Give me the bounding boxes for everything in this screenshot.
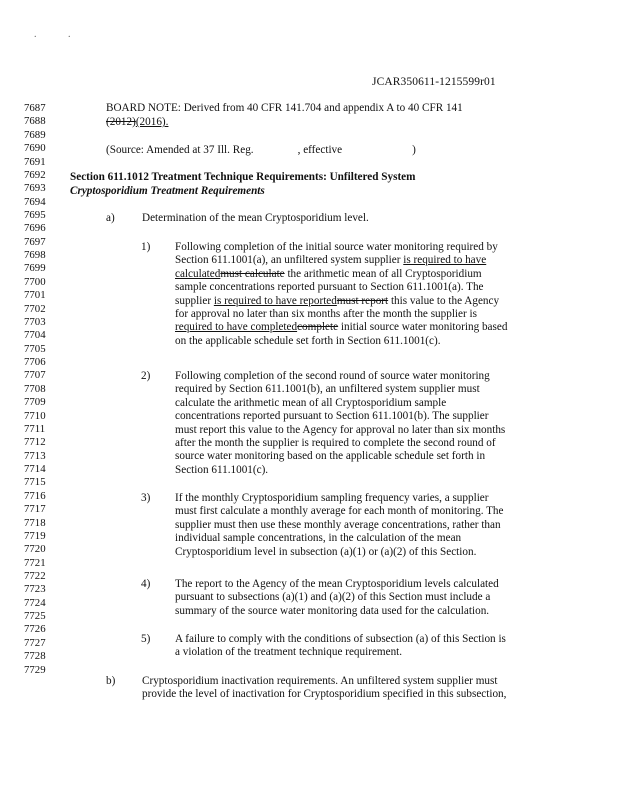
text-run: for approval no later than six months after the month the supplier is xyxy=(175,307,477,320)
item-text-line xyxy=(175,437,496,449)
item-text-line xyxy=(175,464,268,476)
item-label: 4) xyxy=(141,578,151,590)
item-text-line xyxy=(175,254,486,266)
text-run: after the month the supplier is required to complete the second round of xyxy=(175,436,496,449)
section-subtitle: Cryptosporidium Treatment Requirements xyxy=(70,185,265,197)
text-run: on the applicable schedule set forth in Section 611.1001(c). xyxy=(175,334,441,347)
line-number: 7712 xyxy=(24,436,46,449)
item-text-line xyxy=(175,532,461,544)
item-text-line xyxy=(175,492,489,504)
item-text-line xyxy=(175,370,490,382)
source-effective: , effective xyxy=(297,144,343,156)
line-number: 7687 xyxy=(24,102,46,114)
line-number: 7721 xyxy=(24,556,46,569)
text-run: pursuant to subsections (a)(1) and (a)(2) of this Section must include a xyxy=(175,591,491,604)
item-text-line xyxy=(175,308,477,320)
line-number: 7697 xyxy=(24,235,46,248)
item-text-line xyxy=(175,383,480,395)
inserted-text: (2016). xyxy=(135,116,169,128)
text-run: initial source water monitoring based xyxy=(338,321,508,334)
line-number: 7725 xyxy=(24,610,46,623)
line-number: 7690 xyxy=(24,142,46,155)
struck-text: (2012) xyxy=(106,116,136,128)
subsection-label: a) xyxy=(106,212,115,224)
text-run: supplier must then use these monthly average concentrations, rather than xyxy=(175,518,501,531)
inserted-text: calculated xyxy=(175,267,221,280)
line-number: 7705 xyxy=(24,342,46,355)
line-number: 7699 xyxy=(24,262,46,275)
item-text-line xyxy=(175,281,484,293)
subsection-b-line xyxy=(142,675,497,687)
text-run: the arithmetic mean of all Cryptosporidium xyxy=(284,267,482,280)
text-run: If the monthly Cryptosporidium sampling frequency varies, a supplier xyxy=(175,492,489,504)
text-run: A failure to comply with the conditions of subsection (a) of this Section is xyxy=(175,633,506,645)
source-note xyxy=(106,144,416,156)
item-text-line xyxy=(175,591,490,603)
text-run: must report this value to the Agency for approval no later than six months xyxy=(175,423,506,436)
text-run: supplier xyxy=(175,294,214,307)
source-close: ) xyxy=(412,144,416,156)
struck-text: complete xyxy=(297,321,339,334)
text-run: summary of the source water monitoring data used for the calculation. xyxy=(175,604,490,617)
line-number: 7702 xyxy=(24,302,46,315)
item-text-line xyxy=(175,605,489,617)
item-text-line xyxy=(175,424,505,436)
line-number: 7710 xyxy=(24,409,46,422)
text-run: Following completion of the second round of source water monitoring xyxy=(175,370,490,382)
struck-text: must report xyxy=(336,294,389,307)
struck-text: must calculate xyxy=(220,267,285,280)
item-text-line xyxy=(175,397,446,409)
subsection-b-line xyxy=(142,688,506,700)
line-number: 7723 xyxy=(24,583,46,596)
board-note-line: BOARD NOTE: Derived from 40 CFR 141.704 and appendix A to 40 CFR 141 xyxy=(106,102,463,114)
section-title: Section 611.1012 Treatment Technique Requirements: Unfiltered System xyxy=(70,171,416,183)
item-text-line xyxy=(175,646,402,658)
text-run: The report to the Agency of the mean Cryptosporidium levels calculated xyxy=(175,578,499,590)
inserted-text: required to have completed xyxy=(175,321,298,334)
item-text-line xyxy=(175,633,506,645)
line-number: 7717 xyxy=(24,503,46,516)
text-run: this value to the Agency xyxy=(388,294,500,307)
line-number: 7695 xyxy=(24,209,46,221)
item-text-line xyxy=(175,410,488,422)
text-run: Section 611.1001(c). xyxy=(175,463,269,476)
text-run: provide the level of inactivation for Cryptosporidium specified in this subsection, xyxy=(142,688,507,701)
line-number: 7722 xyxy=(24,570,46,582)
line-number: 7703 xyxy=(24,315,46,328)
text-run: calculate the arithmetic mean of all Cryptosporidium sample xyxy=(175,396,447,409)
source-text: (Source: Amended at 37 Ill. Reg. xyxy=(106,144,254,156)
line-number: 7715 xyxy=(24,476,46,489)
item-label: 2) xyxy=(141,370,151,382)
line-number: 7729 xyxy=(24,663,46,676)
text-run: individual sample concentrations, in the calculation of the mean xyxy=(175,532,462,545)
line-number: 7694 xyxy=(24,195,46,208)
text-run: required by Section 611.1001(b), an unfiltered system supplier must xyxy=(175,383,480,396)
text-run: Cryptosporidium level in subsection (a)(1) or (a)(2) of this Section. xyxy=(175,545,477,558)
line-number: 7696 xyxy=(24,222,46,235)
line-number: 7698 xyxy=(24,249,46,262)
document-id: JCAR350611-1215599r01 xyxy=(372,76,496,88)
line-number: 7689 xyxy=(24,128,46,141)
subsection-heading: Determination of the mean Cryptosporidium level. xyxy=(142,212,369,224)
item-text-line xyxy=(175,268,482,280)
inserted-text: is required to have xyxy=(403,254,487,267)
item-label: 3) xyxy=(141,492,151,504)
item-text-line xyxy=(175,505,503,517)
line-number: 7720 xyxy=(24,543,46,556)
item-text-line xyxy=(175,546,476,558)
line-number: 7724 xyxy=(24,596,46,609)
line-number: 7713 xyxy=(24,449,46,462)
inserted-text: is required to have reported xyxy=(213,294,337,307)
line-number: 7709 xyxy=(24,396,46,409)
item-text-line xyxy=(175,335,441,347)
line-number: 7718 xyxy=(24,516,46,529)
line-number: 7701 xyxy=(24,289,46,302)
line-number: 7716 xyxy=(24,489,46,502)
item-text-line xyxy=(175,578,499,590)
text-run: Section 611.1001(a), an unfiltered system supplier xyxy=(175,254,404,267)
line-number: 7728 xyxy=(24,650,46,663)
item-text-line xyxy=(175,241,498,253)
item-text-line xyxy=(175,519,501,531)
line-number: 7691 xyxy=(24,155,46,168)
line-number: 7688 xyxy=(24,115,46,128)
item-text-line xyxy=(175,295,499,307)
subsection-label: b) xyxy=(106,675,116,687)
line-number: 7704 xyxy=(24,329,46,342)
line-number: 7692 xyxy=(24,168,46,181)
line-number: 7714 xyxy=(24,463,46,475)
text-run: must first calculate a monthly average for each month of monitoring. The xyxy=(175,505,504,518)
board-note-line xyxy=(106,116,168,128)
line-number: 7727 xyxy=(24,636,46,649)
line-number: 7719 xyxy=(24,529,46,542)
line-number: 7711 xyxy=(24,422,46,435)
line-number: 7700 xyxy=(24,275,46,288)
text-run: source water monitoring based on the applicable schedule set forth in xyxy=(175,450,486,463)
item-text-line xyxy=(175,450,485,462)
corner-mark: . xyxy=(34,29,37,40)
text-run: concentrations reported pursuant to Section 611.1001(b). The supplier xyxy=(175,410,489,423)
item-text-line xyxy=(175,321,507,333)
corner-mark: . xyxy=(68,29,71,40)
line-number: 7708 xyxy=(24,382,46,395)
item-label: 1) xyxy=(141,241,151,253)
line-number: 7707 xyxy=(24,369,46,382)
line-number: 7706 xyxy=(24,356,46,368)
text-run: Cryptosporidium inactivation requirements. An unfiltered system supplier must xyxy=(142,675,498,687)
text-run: sample concentrations reported pursuant to Section 611.1001(a). The xyxy=(175,281,484,294)
item-label: 5) xyxy=(141,633,151,645)
text-run: a violation of the treatment technique requirement. xyxy=(175,646,403,659)
line-number: 7726 xyxy=(24,623,46,636)
text-run: Following completion of the initial source water monitoring required by xyxy=(175,241,498,253)
line-number: 7693 xyxy=(24,182,46,195)
